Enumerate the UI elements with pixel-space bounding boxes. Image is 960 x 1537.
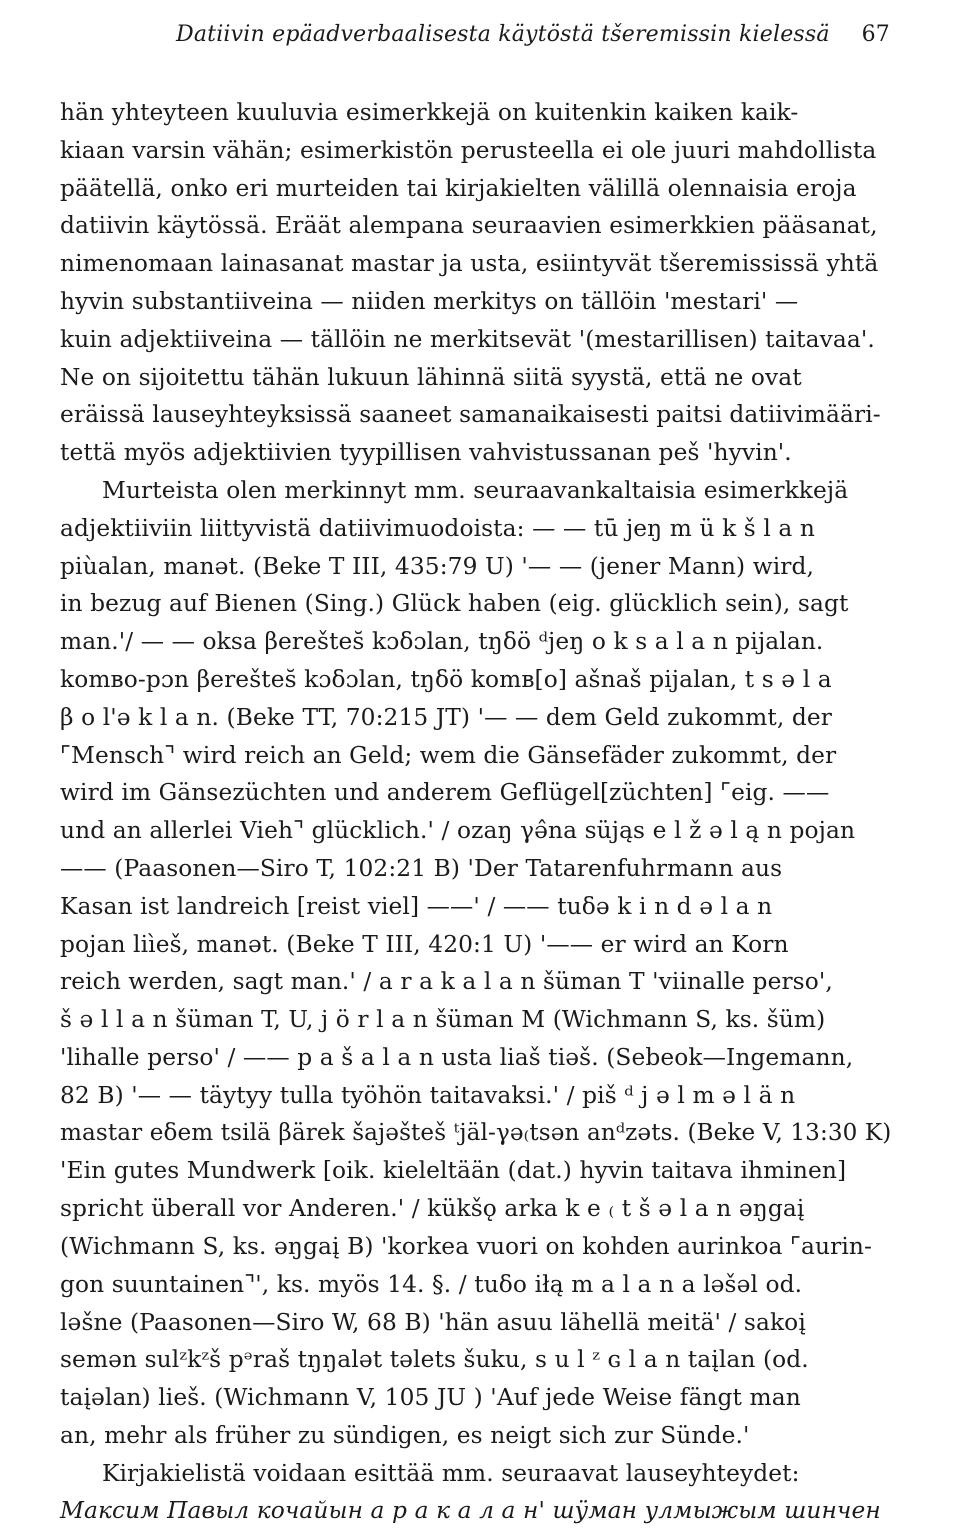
text-line: datiivin käytössä. Eräät alempana seuraavien esimerkkien pääsanat, <box>60 212 878 240</box>
text-line: lǝšne (Paasonen—Siro W, 68 B) 'hän asuu lähellä meitä' / sakoį <box>60 1308 806 1336</box>
text-line: 'Ein gutes Mundwerk [oik. kieleltään (dat.) hyvin taitava ihminen] <box>60 1157 847 1185</box>
text-line: ⌜Mensch⌝ wird reich an Geld; wem die Gänsefäder zukommt, der <box>60 741 837 769</box>
text-line: —— (Paasonen—Siro T, 102:21 B) 'Der Tatarenfuhrmann aus <box>60 854 783 882</box>
text-line: (Wichmann S, ks. ǝŋgaį B) 'korkea vuori on kohden aurinkoa ⌜aurin- <box>60 1232 872 1260</box>
text-line: tettä myös adjektiivien tyypillisen vahvistussanan peš 'hyvin'. <box>60 439 792 467</box>
text-line: kiaan varsin vähän; esimerkistön perusteella ei ole juuri mahdollista <box>60 136 877 164</box>
text-line: mastar eδem tsilä βärek šajǝšteš ᵗjäl-γǝ₍tsǝn anᵈzǝts. (Beke V, 13:30 K) <box>60 1119 892 1146</box>
text-line: und an allerlei Vieh⌝ glücklich.' / ozaŋ γǝ̂na süjąs e l ž ǝ l ą n pojan <box>60 817 856 845</box>
text-line: wird im Gänsezüchten und anderem Geflügel[züchten] ⌜eig. —— <box>60 779 830 807</box>
text-line: semǝn sulᶻkᶻš pᵊraš tŋŋalǝt tǝlets šuku, s u l ᶻ ɢ l a n taįlan (od. <box>60 1346 809 1374</box>
text-line: man.'/ — — oksa βereštes̆ kɔδɔlan, tŋδö ᵈjeŋ o k s a l a n pijalan. <box>60 628 824 656</box>
text-line: š ǝ l l a n šüman T, U, j ö r l a n šüman M (Wichmann S, ks. šüm) <box>60 1006 826 1034</box>
text-line: 82 B) '— — täytyy tulla työhön taitavaksi.' / piš ᵈ j ǝ l m ǝ l ä n <box>60 1081 796 1109</box>
text-line: gon suuntainen⌝', ks. myös 14. §. / tuδo iłą m a l a n a lǝšǝl od. <box>60 1270 803 1298</box>
running-title: Datiivin epäadverbaalisesta käytöstä tšeremissin kielessä <box>176 22 830 47</box>
text-line: an, mehr als früher zu sündigen, es neigt sich zur Sünde.' <box>60 1421 750 1449</box>
text-line: in bezug auf Bienen (Sing.) Glück haben (eig. glücklich sein), sagt <box>60 590 849 618</box>
text-line: hyvin substantiiveina — niiden merkitys on tällöin 'mestari' — <box>60 287 799 315</box>
text-line: piùalan, manǝt. (Beke T III, 435:79 U) '— — (jener Mann) wird, <box>60 552 815 580</box>
text-line: β o l'ǝ k l a n. (Beke TT, 70:215 JT) '— — dem Geld zukommt, der <box>60 703 832 731</box>
body-text <box>60 94 896 1530</box>
text-line: Ne on sijoitettu tähän lukuun lähinnä siitä syystä, että ne ovat <box>60 363 802 391</box>
text-line: hän yhteyteen kuuluvia esimerkkejä on kuitenkin kaiken kaik- <box>60 99 799 126</box>
text-line: kuin adjektiiveina — tällöin ne merkitsevät '(mestarillisen) taitavaa'. <box>60 325 875 353</box>
page-number: 67 <box>861 22 890 47</box>
text-line: Максим Павыл кочайын а р а к а л а н' шӱман улмыжым шинчен <box>60 1497 881 1525</box>
text-line: adjektiiviin liittyvistä datiivimuodoista: — — tū jeŋ m ü k š l a n <box>60 514 816 542</box>
text-line: komвo-pɔn βereštes̆ kɔδɔlan, tŋδö komв[o] ašnaš pijalan, t s ǝ l a <box>60 665 832 693</box>
text-line: 'lihalle perso' / —— p a š a l a n usta liaš tiǝš. (Sebeok—Ingemann, <box>60 1043 854 1071</box>
text-line: eräissä lauseyhteyksissä saaneet samanaikaisesti paitsi datiivimääri- <box>60 401 881 429</box>
text-line: Kirjakielistä voidaan esittää mm. seuraavat lauseyhteydet: <box>102 1459 800 1487</box>
text-line: Murteista olen merkinnyt mm. seuraavankaltaisia esimerkkejä <box>102 476 849 504</box>
text-line: pojan liìeš, manǝt. (Beke T III, 420:1 U) '—— er wird an Korn <box>60 930 789 958</box>
text-line: spricht überall vor Anderen.' / kükšǫ arka k e ₍ t š ǝ l a n ǝŋgaį <box>60 1195 805 1223</box>
text-line: Kasan ist landreich [reist viel] ——' / —— tuδǝ k i n d ǝ l a n <box>60 892 773 920</box>
text-line: taįǝlan) lieš. (Wichmann V, 105 JU ) 'Auf jede Weise fängt man <box>60 1384 801 1412</box>
text-line: reich werden, sagt man.' / a r a k a l a n šüman T 'viinalle perso', <box>60 968 833 996</box>
text-line: nimenomaan lainasanat mastar ja usta, esiintyvät tšeremississä yhtä <box>60 250 879 278</box>
text-line: päätellä, onko eri murteiden tai kirjakielten välillä olennaisia eroja <box>60 174 857 202</box>
